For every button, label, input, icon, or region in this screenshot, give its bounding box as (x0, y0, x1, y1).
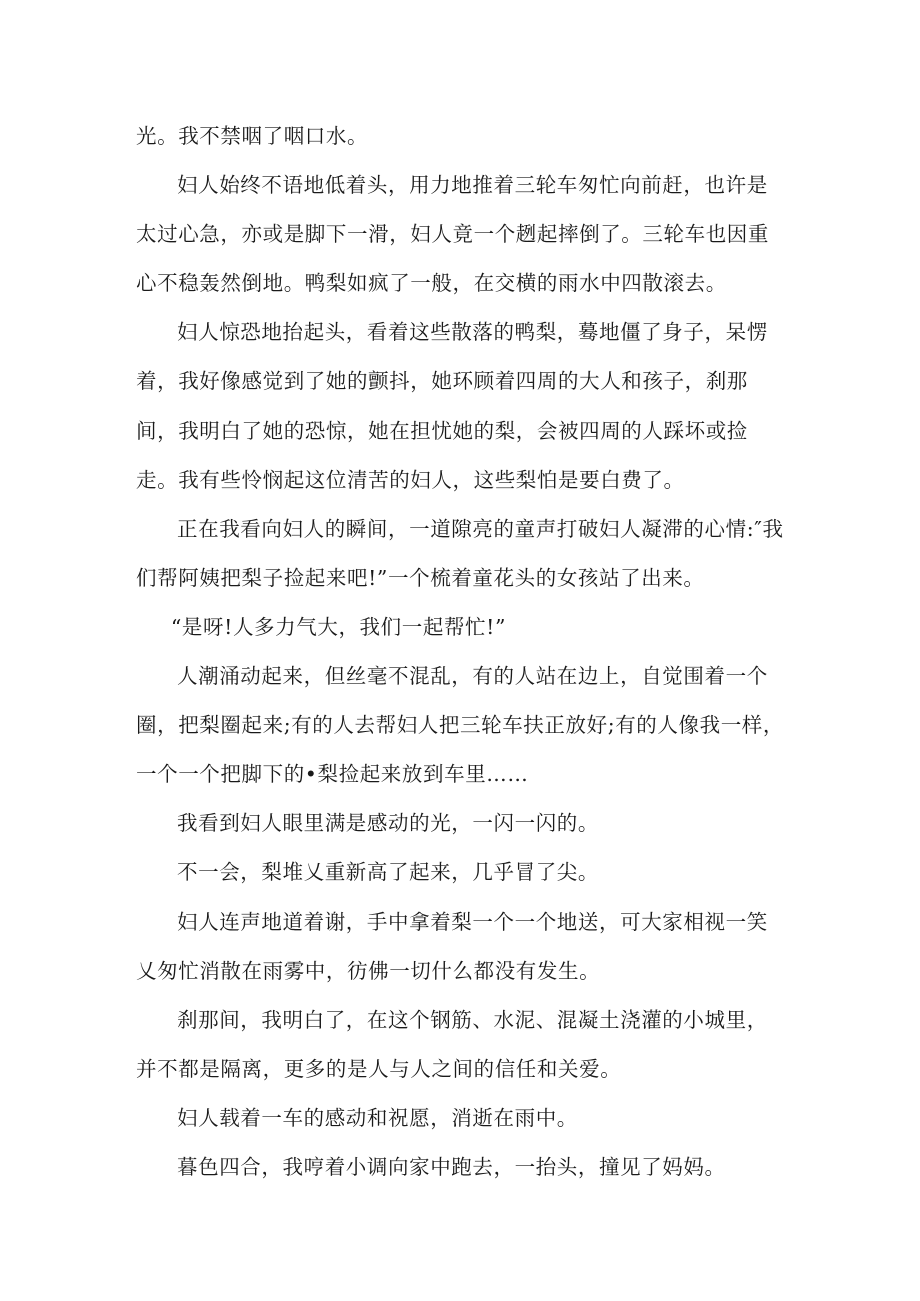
paragraph-7: 我看到妇人眼里满是感动的光，一闪一闪的。 (177, 811, 599, 836)
paragraph-5: “是呀!人多力气大，我们一起帮忙!” (170, 614, 507, 639)
paragraph-1: 光。我不禁咽了咽口水。 (136, 124, 369, 148)
paragraph-4: 正在我看向妇人的瞬间，一道隙亮的童声打破妇人凝滞的心情:″我们帮阿姨把梨子捡起来吧!”一个梳着童花头的女孩站了出来。 (136, 516, 784, 590)
paragraph-2: 妇人始终不语地低着头，用力地推着三轮车匆忙向前赶，也许是太过心急，亦或是脚下一滑，妇人竟一个趔起摔倒了。三轮车也因重心不稳轰然倒地。鸭梨如疯了一般，在交横的雨水中四散滚去。 (136, 173, 769, 296)
paragraph-12: 暮色四合，我哼着小调向家中跑去，一抬头，撞见了妈妈。 (177, 1154, 726, 1179)
paragraph-9: 妇人连声地道着谢，手中拿着梨一个一个地送，可大家相视一笑乂匆忙消散在雨雾中，彷佛一切什么都没有发生。 (136, 909, 768, 983)
paragraph-3: 妇人惊恐地抬起头，看着这些散落的鸭梨，蓦地僵了身子，呆愣着，我好像感觉到了她的颤抖，她环顾着四周的大人和孩子，刹那间，我明白了她的恐惊，她在担忧她的梨，会被四周的人踩坏或捡走。我有些怜悯起这位清苦的妇人，这些梨怕是要白费了。 (136, 320, 768, 492)
paragraph-11: 妇人载着一车的感动和祝愿，消逝在雨中。 (177, 1105, 578, 1130)
paragraph-6: 人潮涌动起来，但丝毫不混乱，有的人站在边上，自觉围着一个圈，把梨圈起来;有的人去帮妇人把三轮车扶正放好;有的人像我一样，一个一个把脚下的•梨捡起来放到车里…… (136, 664, 785, 787)
paragraph-8: 不一会，梨堆乂重新高了起来，几乎冒了尖。 (177, 860, 599, 885)
document-body (136, 112, 786, 1192)
paragraph-10: 刹那间，我明白了，在这个钢筋、水泥、混凝土浇灌的小城里，并不都是隔离，更多的是人与人之间的信任和关爱。 (136, 1007, 768, 1081)
